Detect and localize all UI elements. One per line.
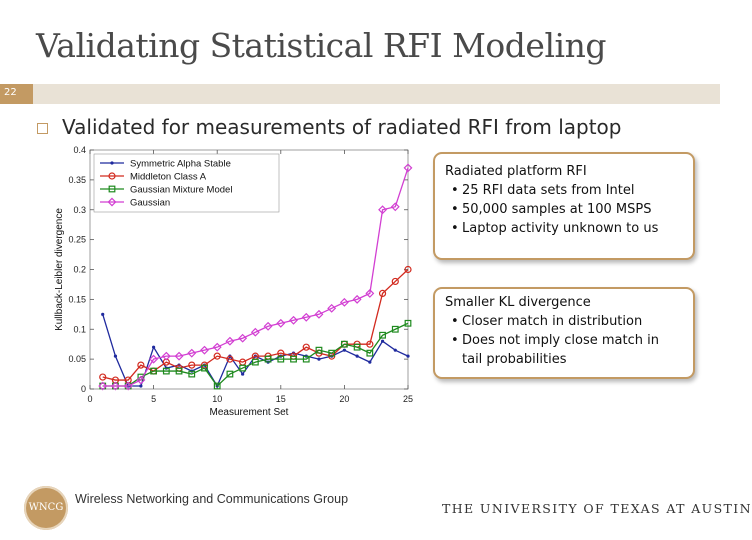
footer-group-name: Wireless Networking and Communications Group [75,492,349,506]
data-point-symmetric-alpha-stable [368,361,371,364]
callout-kl-divergence [433,287,695,379]
bullet-square-icon [37,123,48,134]
x-tick-label: 20 [339,394,350,404]
x-tick-label: 10 [212,394,223,404]
x-tick-label: 5 [151,394,157,404]
legend-label-symmetric-alpha-stable: Symmetric Alpha Stable [130,158,231,170]
callout-item: • 50,000 samples at 100 MSPS [445,200,683,219]
callout-item: • Does not imply close match in tail probabilities [445,331,683,369]
callout-list [445,181,683,238]
data-point-symmetric-alpha-stable [356,355,359,358]
callout-item: • Closer match in distribution [445,312,683,331]
y-tick-label: 0.05 [68,354,86,365]
callout-list [445,312,683,369]
y-tick-label: 0 [80,384,86,394]
legend-label-middleton-class-a: Middleton Class A [130,171,207,183]
title-divider-band [0,84,720,104]
slide-number: 22 [4,87,17,98]
x-tick-label: 15 [275,394,286,404]
wncg-logo-text: WNCG [28,502,64,513]
y-tick-label: 0.1 [73,324,86,335]
callout-radiated-rfi [433,152,695,260]
slide-title: Validating Statistical RFI Modeling [36,26,606,65]
data-point-symmetric-alpha-stable [139,384,142,387]
callout-item: • Laptop activity unknown to us [445,219,683,238]
callout-heading: Radiated platform RFI [445,164,587,179]
kl-divergence-chart [50,140,420,420]
y-tick-label: 0.2 [73,264,86,275]
x-tick-label: 0 [87,394,93,404]
data-point-symmetric-alpha-stable [343,349,346,352]
legend-label-gaussian: Gaussian [130,197,171,209]
data-point-symmetric-alpha-stable [394,349,397,352]
data-point-symmetric-alpha-stable [101,313,104,316]
data-point-symmetric-alpha-stable [152,346,155,349]
y-tick-label: 0.3 [73,204,86,215]
callout-heading: Smaller KL divergence [445,295,591,310]
data-point-symmetric-alpha-stable [381,340,384,343]
y-tick-label: 0.25 [68,234,86,245]
x-tick-label: 25 [402,394,414,404]
x-axis-label: Measurement Set [209,407,289,418]
y-tick-label: 0.4 [73,145,86,155]
y-axis-label: Kullback-Leibler divergence [54,208,65,331]
data-point-symmetric-alpha-stable [114,355,117,358]
university-wordmark: THE UNIVERSITY OF TEXAS AT AUSTIN [442,501,752,516]
y-tick-label: 0.15 [68,294,86,305]
data-point-symmetric-alpha-stable [317,358,320,361]
y-tick-label: 0.35 [68,174,86,185]
main-bullet-text: Validated for measurements of radiated RFI from laptop [62,115,622,139]
legend-marker-symmetric-alpha-stable [110,161,113,164]
legend-label-gaussian-mixture-model: Gaussian Mixture Model [130,184,233,196]
callout-item: • 25 RFI data sets from Intel [445,181,683,200]
data-point-symmetric-alpha-stable [406,355,409,358]
data-point-symmetric-alpha-stable [241,372,244,375]
